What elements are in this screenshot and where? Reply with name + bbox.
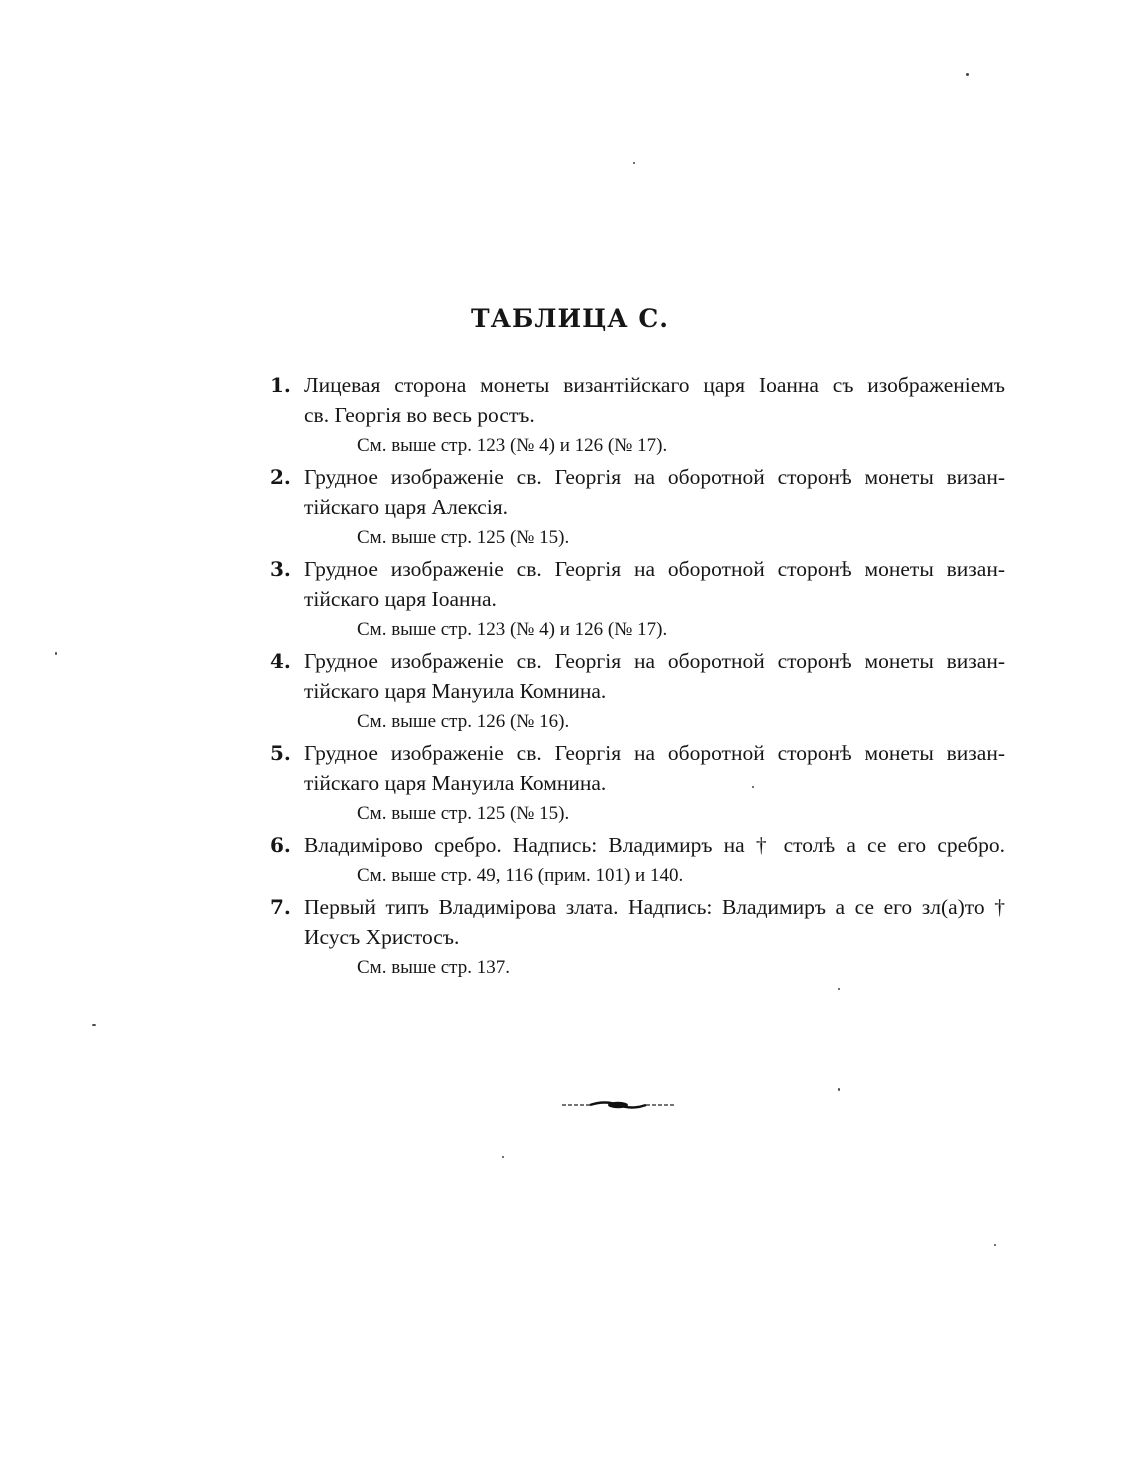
page-title: ТАБЛИЦА С.: [471, 304, 669, 333]
entry-list: [270, 370, 1005, 984]
entry-5: [270, 738, 1005, 830]
entry-line: [270, 462, 1005, 492]
entry-reference: См. выше стр. 49, 116 (прим. 101) и 140.: [357, 865, 684, 886]
entry-line: [270, 370, 1005, 400]
entry-line: тійскаго царя Мануила Комнина.: [304, 771, 607, 795]
entry-text: Лицевая сторона монеты византійскаго царя Іоанна съ изображеніемъ: [304, 373, 1005, 397]
entry-text: Грудное изображеніе св. Георгія на оборотной сторонѣ монеты визан-: [304, 649, 1005, 673]
entry-text: Грудное изображеніе св. Георгія на оборотной сторонѣ монеты визан-: [304, 741, 1005, 765]
entry-line: [270, 892, 1005, 922]
print-speck: [92, 1024, 96, 1026]
entry-text: Первый типъ Владимірова злата. Надпись: Владимиръ а се его зл(а)то †: [304, 895, 1005, 919]
entry-reference: См. выше стр. 126 (№ 16).: [357, 711, 570, 732]
entry-reference: См. выше стр. 137.: [357, 957, 510, 978]
ornament-divider-icon: [560, 1098, 678, 1112]
entry-number: 1.: [270, 373, 291, 397]
print-speck: [838, 988, 840, 990]
entry-6: [270, 830, 1005, 892]
entry-number: 5.: [270, 741, 291, 765]
entry-2: [270, 462, 1005, 554]
print-speck: [55, 652, 57, 655]
entry-text: Грудное изображеніе св. Георгія на оборотной сторонѣ монеты визан-: [304, 557, 1005, 581]
entry-line: [270, 646, 1005, 676]
entry-line: св. Георгія во весь ростъ.: [304, 403, 535, 427]
entry-text: Грудное изображеніе св. Георгія на оборотной сторонѣ монеты визан-: [304, 465, 1005, 489]
entry-text: Владимірово сребро. Надпись: Владимиръ на † столѣ а се его сребро.: [304, 833, 1005, 857]
entry-3: [270, 554, 1005, 646]
print-speck: [752, 786, 754, 788]
entry-number: 6.: [270, 833, 291, 857]
print-speck: [633, 162, 635, 164]
entry-line: тійскаго царя Алексія.: [304, 495, 509, 519]
entry-reference: См. выше стр. 123 (№ 4) и 126 (№ 17).: [357, 619, 668, 640]
entry-7: [270, 892, 1005, 984]
entry-4: [270, 646, 1005, 738]
entry-line: [270, 554, 1005, 584]
entry-number: 7.: [270, 895, 291, 919]
entry-1: [270, 370, 1005, 462]
entry-line: [270, 830, 1005, 860]
entry-number: 2.: [270, 465, 291, 489]
entry-reference: См. выше стр. 125 (№ 15).: [357, 527, 570, 548]
entry-number: 4.: [270, 649, 291, 673]
print-speck: [838, 1088, 840, 1091]
entry-line: тійскаго царя Іоанна.: [304, 587, 497, 611]
print-speck: [994, 1244, 996, 1246]
print-speck: [966, 73, 969, 76]
entry-reference: См. выше стр. 123 (№ 4) и 126 (№ 17).: [357, 435, 668, 456]
entry-line: Исусъ Христосъ.: [304, 925, 460, 949]
entry-reference: См. выше стр. 125 (№ 15).: [357, 803, 570, 824]
entry-line: [270, 738, 1005, 768]
print-speck: [502, 1156, 504, 1158]
entry-number: 3.: [270, 557, 291, 581]
entry-line: тійскаго царя Мануила Комнина.: [304, 679, 607, 703]
